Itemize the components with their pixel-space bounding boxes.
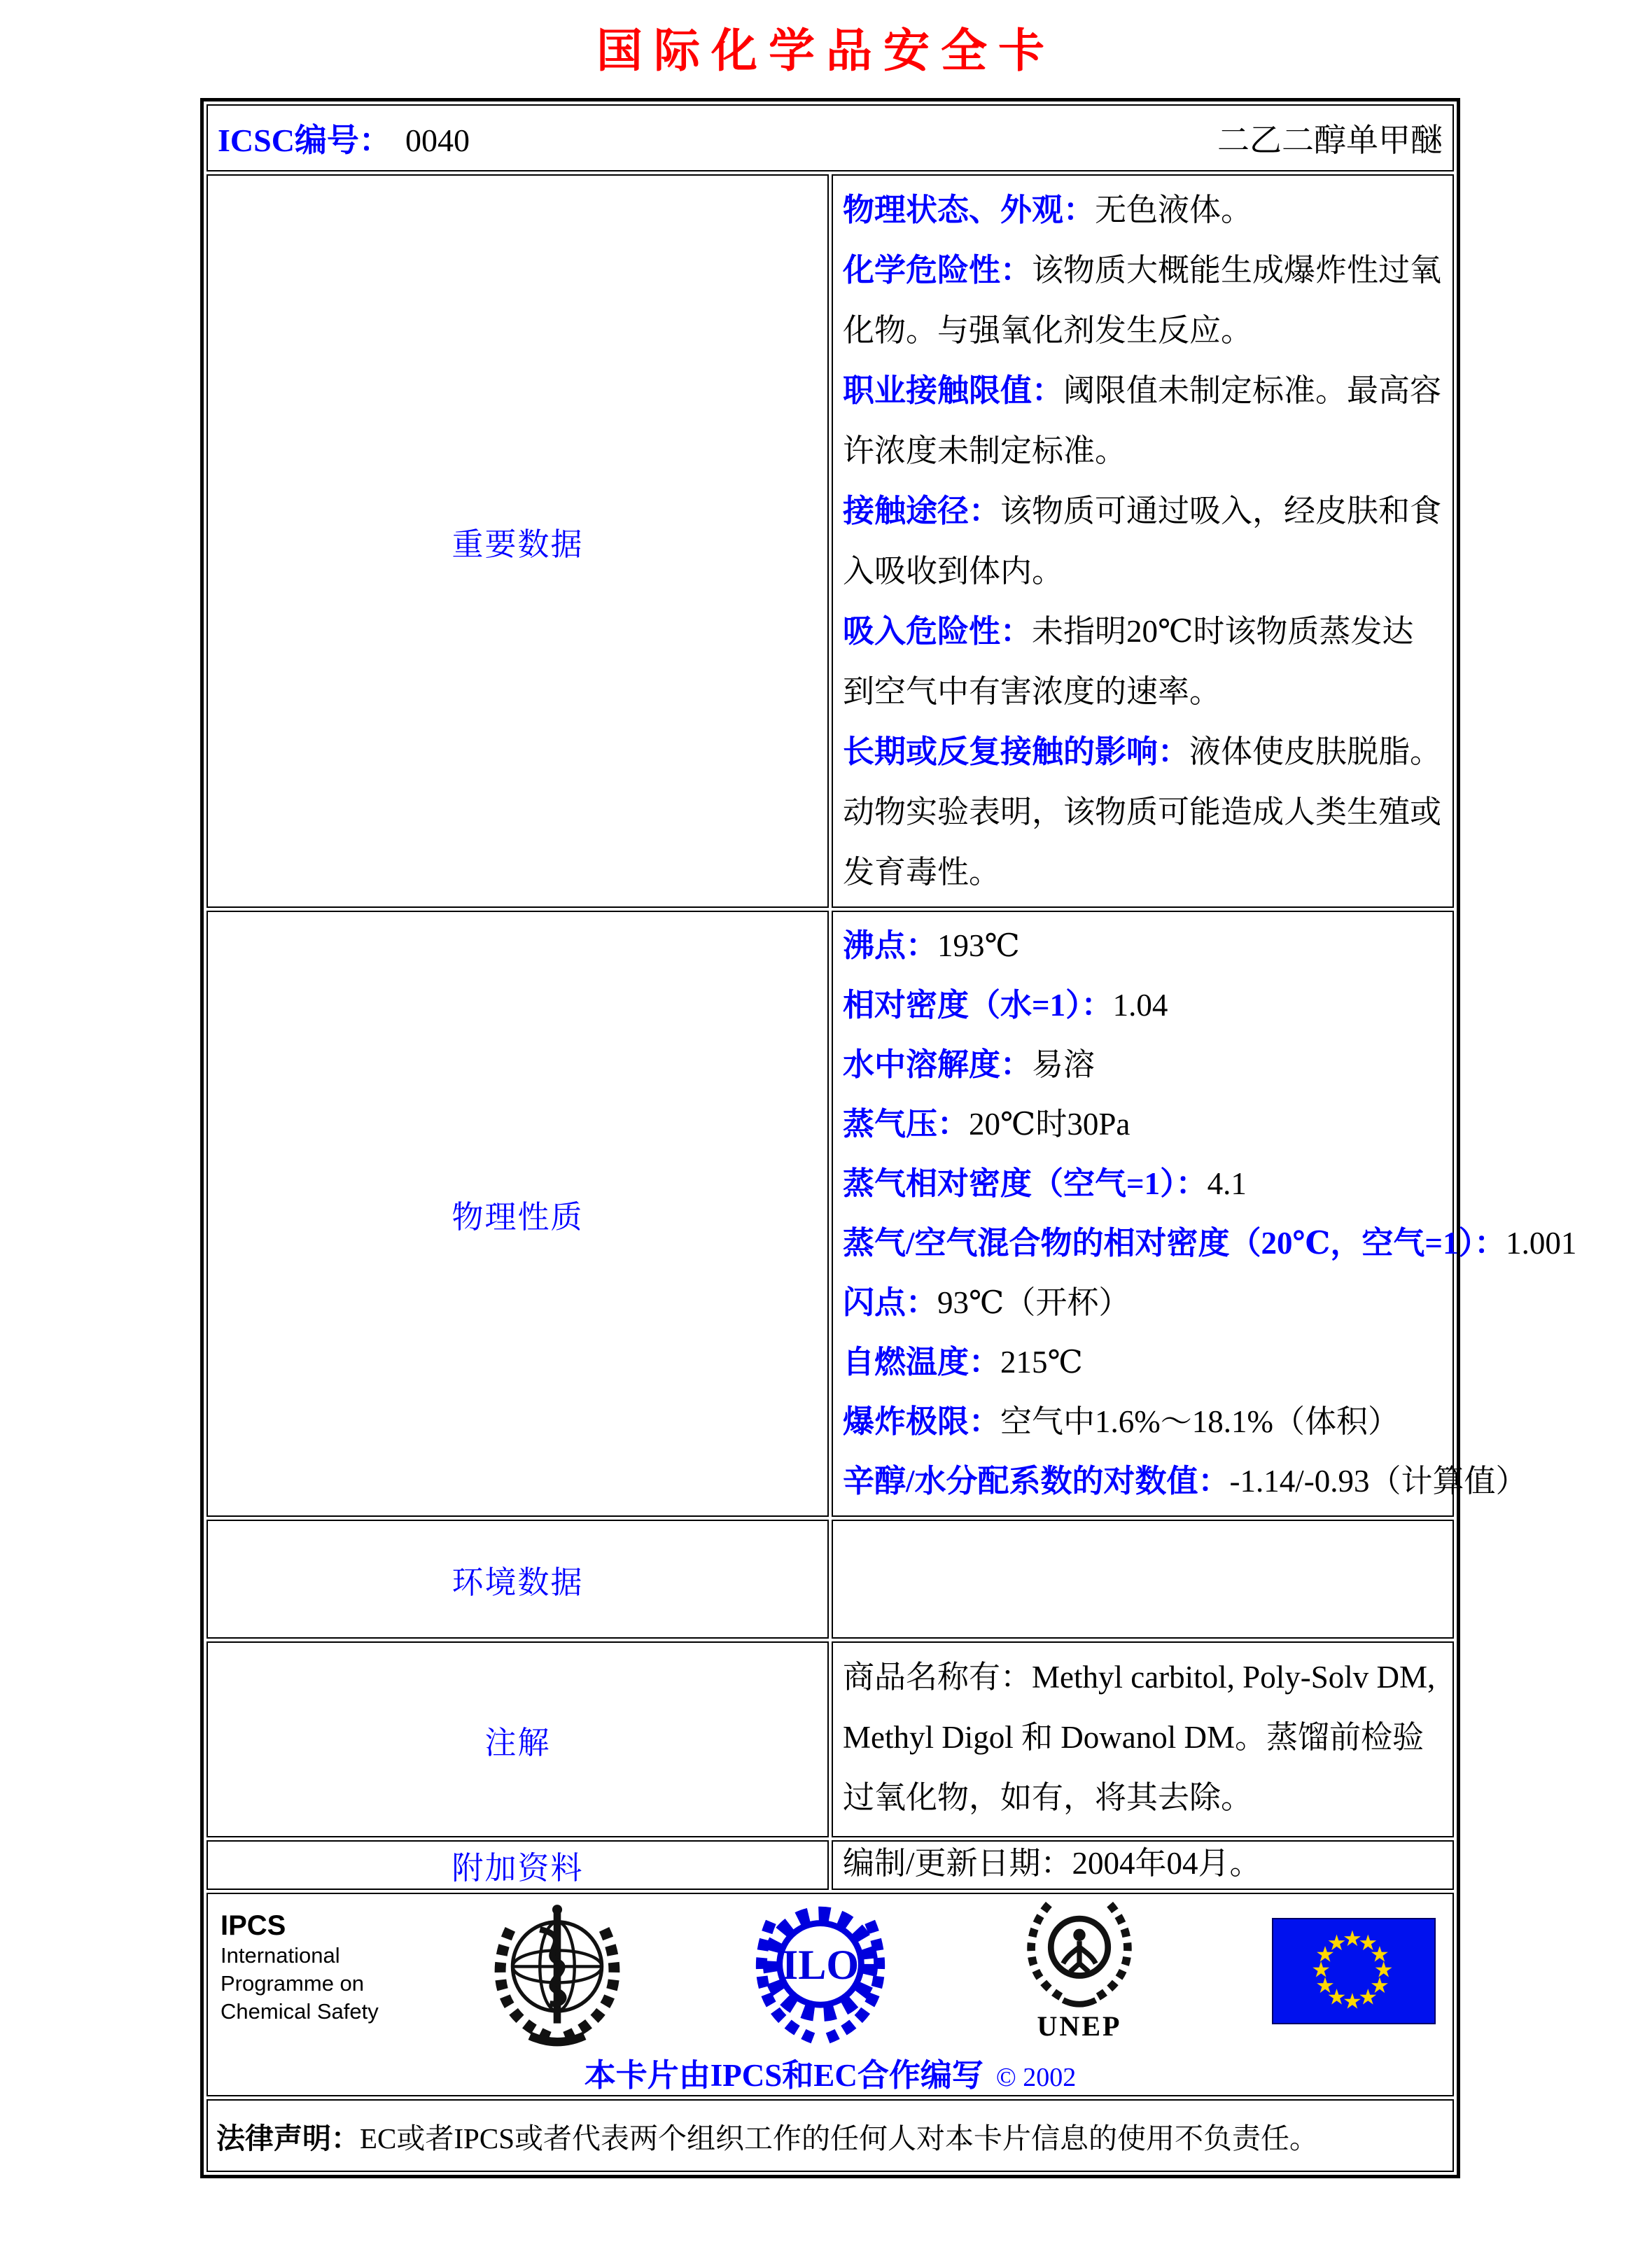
- field-explosive-limits: [843, 1392, 1443, 1452]
- unep-label: UNEP: [1037, 2010, 1122, 2042]
- field-value: 液体使皮肤脱脂。动物实验表明，该物质可能造成人类生殖或发育毒性。: [843, 734, 1442, 890]
- field-label: 辛醇/水分配系数的对数值：: [843, 1464, 1230, 1499]
- eu-star: ★: [1369, 1942, 1390, 1967]
- field-label: 蒸气压：: [843, 1107, 969, 1142]
- field-vapor-density: [843, 1154, 1443, 1214]
- footer-cell: [206, 1893, 1454, 2096]
- field-label: 物理状态、外观：: [843, 192, 1096, 227]
- ipcs-line: International: [220, 1943, 340, 1968]
- eu-star: ★: [1315, 1973, 1336, 1998]
- field-flash-point: [843, 1273, 1443, 1333]
- ipcs-line: Programme on: [220, 1971, 365, 1996]
- field-physical-state: [843, 180, 1443, 240]
- legal-cell: [206, 2099, 1454, 2172]
- copyright-line: [214, 2050, 1447, 2095]
- field-value: 该物质可通过吸入，经皮肤和食入吸收到体内。: [843, 493, 1442, 589]
- field-label: 闪点：: [843, 1285, 938, 1320]
- unep-logo-block: [1006, 1898, 1153, 2043]
- notes-row: [206, 1641, 1454, 1837]
- field-autoignition-temp: [843, 1333, 1443, 1392]
- row-label-environmental-data: 环境数据: [206, 1520, 829, 1639]
- field-label: 相对密度（水=1）：: [843, 988, 1113, 1023]
- card-header-cell: [206, 104, 1454, 171]
- field-exposure-routes: [843, 481, 1443, 601]
- field-vapor-pressure: [843, 1095, 1443, 1154]
- card-header-row: [206, 104, 1454, 171]
- eu-star: ★: [1369, 1973, 1390, 1998]
- additional-info-row: [206, 1840, 1454, 1890]
- physical-properties-content: [832, 911, 1577, 1517]
- field-value: 1.001: [1506, 1226, 1577, 1261]
- field-value: 未指明20℃时该物质蒸发达到空气中有害浓度的速率。: [843, 614, 1414, 709]
- field-longterm-effects: [843, 722, 1443, 902]
- field-label: 蒸气/空气混合物的相对密度（20℃，空气=1）：: [843, 1226, 1506, 1261]
- eu-star: ★: [1343, 1926, 1362, 1951]
- field-label: 长期或反复接触的影响：: [843, 734, 1190, 769]
- eu-star: ★: [1358, 1984, 1378, 2010]
- legal-row: [206, 2099, 1454, 2172]
- field-occupational-limits: [843, 360, 1443, 481]
- environmental-data-content: [832, 1520, 1454, 1639]
- ilo-logo-icon: [740, 1900, 901, 2048]
- icsc-number-group: [218, 115, 470, 161]
- field-label: 自燃温度：: [843, 1345, 1001, 1380]
- eu-star: ★: [1326, 1984, 1347, 2010]
- ipcs-acronym: IPCS: [220, 1910, 286, 1941]
- field-value: 215℃: [1000, 1345, 1083, 1380]
- field-label: 蒸气相对密度（空气=1）：: [843, 1166, 1208, 1201]
- field-inhalation-risk: [843, 601, 1443, 722]
- ipcs-line: Chemical Safety: [220, 1999, 379, 2024]
- field-water-solubility: [843, 1035, 1443, 1095]
- legal-label: 法律声明：: [216, 2122, 360, 2155]
- ipcs-text-block: [214, 1898, 424, 2026]
- field-label: 吸入危险性：: [843, 614, 1032, 649]
- field-value: 空气中1.6%～18.1%（体积）: [1000, 1404, 1399, 1439]
- field-value: 无色液体。: [1095, 192, 1253, 227]
- copyright-year: © 2002: [995, 2063, 1077, 2092]
- eu-star: ★: [1343, 1989, 1362, 2014]
- legal-text: EC或者IPCS或者代表两个组织工作的任何人对本卡片信息的使用不负责任。: [360, 2122, 1318, 2155]
- field-vapor-air-density: [843, 1214, 1577, 1273]
- icsc-document-page: [0, 24, 1652, 2249]
- field-label: 沸点：: [843, 928, 938, 963]
- row-label-physical-properties: 物理性质: [206, 911, 829, 1517]
- footer-row: [206, 1893, 1454, 2096]
- notes-content: 商品名称有：Methyl carbitol, Poly-Solv DM, Methyl Digol 和 Dowanol DM。蒸馏前检验过氧化物，如有，将其去除。: [832, 1641, 1454, 1837]
- eu-star: ★: [1311, 1957, 1331, 1982]
- field-value: 该物质大概能生成爆炸性过氧化物。与强氧化剂发生反应。: [843, 253, 1442, 348]
- row-label-additional-info: 附加资料: [206, 1840, 829, 1890]
- field-label: 接触途径：: [843, 493, 1001, 528]
- field-value: 20℃时30Pa: [969, 1107, 1130, 1142]
- field-label: 化学危险性：: [843, 253, 1032, 288]
- field-chemical-danger: [843, 240, 1443, 360]
- field-value: 4.1: [1207, 1166, 1247, 1201]
- additional-info-content: 编制/更新日期：2004年04月。: [832, 1840, 1454, 1890]
- field-value: 93℃（开杯）: [937, 1285, 1130, 1320]
- field-label: 水中溶解度：: [843, 1047, 1032, 1082]
- icsc-table: [204, 101, 1577, 2175]
- field-label: 职业接触限值：: [843, 373, 1064, 408]
- icsc-number-value: 0040: [405, 122, 470, 158]
- chemical-name: 二乙二醇单甲醚: [1217, 122, 1443, 158]
- field-value: -1.14/-0.93（计算值）: [1229, 1464, 1527, 1499]
- field-boiling-point: [843, 916, 1443, 976]
- unep-logo-icon: [1009, 1898, 1149, 2010]
- row-label-important-data: 重要数据: [206, 174, 829, 908]
- eu-star: ★: [1315, 1942, 1336, 1967]
- field-octanol-water: [843, 1452, 1527, 1511]
- copyright-text: 本卡片由IPCS和EC合作编写: [584, 2058, 983, 2093]
- page-title: 国际化学品安全卡: [596, 26, 1056, 77]
- important-data-content: [832, 174, 1454, 908]
- eu-star: ★: [1373, 1957, 1394, 1982]
- field-value: 阈限值未制定标准。最高容许浓度未制定标准。: [843, 373, 1442, 468]
- field-value: 易溶: [1032, 1047, 1096, 1082]
- field-label: 爆炸极限：: [843, 1404, 1001, 1439]
- important-data-row: [206, 174, 1454, 908]
- icsc-number-label: ICSC编号：: [218, 122, 391, 158]
- field-value: 193℃: [937, 928, 1020, 963]
- eu-flag-icon: [1272, 1918, 1436, 2024]
- field-relative-density: [843, 976, 1443, 1035]
- icsc-card: [200, 98, 1577, 2178]
- field-value: 1.04: [1112, 988, 1168, 1023]
- who-logo-icon: [479, 1900, 635, 2048]
- ilo-letters: ILO: [781, 1941, 860, 1989]
- row-label-notes: 注解: [206, 1641, 829, 1837]
- eu-star: ★: [1326, 1930, 1347, 1955]
- environmental-data-row: [206, 1520, 1454, 1639]
- physical-properties-row: [206, 911, 1454, 1517]
- eu-star: ★: [1358, 1930, 1378, 1955]
